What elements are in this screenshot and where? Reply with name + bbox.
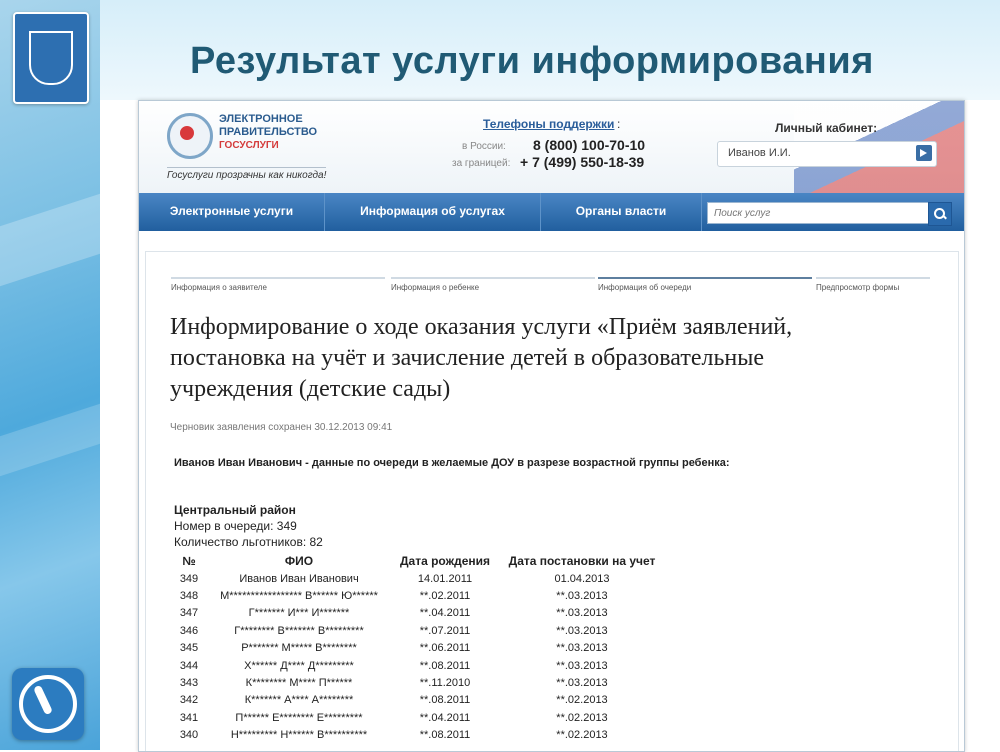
table-row (172, 657, 666, 674)
privileged-count: Количество льготников: 82 (174, 535, 323, 549)
gosuslugi-touch-icon (12, 668, 84, 740)
cell-fio: К******* А**** А******** (244, 694, 354, 707)
nav-electronic-services[interactable]: Электронные услуги (139, 193, 325, 231)
cell-number: 346 (179, 624, 199, 637)
cell-number: 347 (179, 607, 199, 620)
abroad-phone-number: + 7 (499) 550-18-39 (520, 154, 645, 170)
site-header (139, 101, 964, 193)
gosuslugi-logo-icon[interactable] (167, 113, 213, 159)
cell-number: 340 (179, 729, 199, 742)
draft-saved-note: Черновик заявления сохранен 30.12.2013 09:41 (170, 422, 393, 433)
col-fio: ФИО (284, 554, 314, 568)
cell-fio: П****** Е******** Е********* (235, 711, 363, 724)
logo-line-2: ПРАВИТЕЛЬСТВО (219, 126, 318, 138)
cell-registration-date: **.03.2013 (556, 677, 608, 690)
cell-registration-date: **.02.2013 (556, 729, 608, 742)
table-row (172, 709, 666, 726)
nav-authorities[interactable]: Органы власти (541, 193, 702, 231)
cell-birth-date: **.02.2011 (419, 590, 471, 603)
cell-registration-date: **.03.2013 (556, 624, 608, 637)
cell-registration-date: 01.04.2013 (554, 572, 610, 585)
slide-title: Результат услуги информирования (190, 40, 874, 82)
cell-fio: Х****** Д**** Д********* (244, 659, 354, 672)
district-name: Центральный район (174, 503, 296, 517)
table-row (172, 587, 666, 604)
table-row (172, 605, 666, 622)
website-screenshot (138, 100, 965, 752)
table-header-row (172, 552, 666, 570)
col-birth-date: Дата рождения (399, 554, 491, 568)
cell-registration-date: **.03.2013 (556, 607, 608, 620)
decor-stripe (0, 194, 100, 286)
cell-registration-date: **.02.2013 (556, 694, 608, 707)
form-content-panel (145, 251, 959, 752)
cell-registration-date: **.02.2013 (556, 711, 608, 724)
table-row (172, 570, 666, 587)
personal-cabinet-title: Личный кабинет: (775, 121, 878, 135)
support-phones-link[interactable]: Телефоны поддержки (483, 117, 615, 131)
page-heading: Информирование о ходе оказания услуги «Приём заявлений, постановка на учёт и зачисление детей в образовательные учреждения (детские сады) (170, 314, 793, 402)
queue-position: Номер в очереди: 349 (174, 519, 297, 533)
cell-registration-date: **.03.2013 (556, 659, 608, 672)
cell-number: 343 (179, 677, 199, 690)
slide-left-band (0, 0, 100, 750)
cell-fio: Р******* М***** В******** (241, 642, 357, 655)
personal-cabinet-box[interactable] (717, 141, 937, 167)
abroad-phone-label: за границей: (452, 158, 511, 169)
russia-phone-label: в России: (462, 141, 506, 152)
table-row (172, 727, 666, 744)
search-button[interactable] (928, 202, 952, 226)
user-name[interactable]: Иванов И.И. (728, 147, 791, 159)
coat-of-arms-icon (13, 12, 89, 104)
logo-line-3: ГОСУСЛУГИ (219, 140, 279, 151)
cell-registration-date: **.03.2013 (556, 590, 608, 603)
cell-fio: Г******** В******* В********* (234, 624, 364, 637)
search-input[interactable] (708, 205, 924, 223)
cell-birth-date: **.08.2011 (419, 659, 471, 672)
cell-birth-date: **.06.2011 (419, 642, 471, 655)
cell-fio: Н********* Н****** В********** (230, 729, 368, 742)
cell-birth-date: **.11.2010 (419, 677, 471, 690)
cell-number: 342 (179, 694, 199, 707)
queue-table (172, 552, 666, 744)
cell-birth-date: **.04.2011 (419, 711, 471, 724)
logout-icon[interactable] (916, 145, 932, 161)
cell-birth-date: 14.01.2011 (417, 572, 473, 585)
cell-number: 345 (179, 642, 199, 655)
logo-line-1: ЭЛЕКТРОННОЕ (219, 113, 303, 125)
russia-phone-number: 8 (800) 100-70-10 (533, 137, 646, 153)
cell-fio: М***************** В****** Ю****** (220, 590, 378, 603)
col-registration-date: Дата постановки на учет (508, 554, 656, 568)
cell-birth-date: **.07.2011 (419, 624, 471, 637)
cell-number: 344 (179, 659, 199, 672)
cell-registration-date: **.03.2013 (556, 642, 608, 655)
col-number: № (182, 554, 196, 568)
support-colon: : (617, 117, 621, 131)
cell-birth-date: **.08.2011 (419, 694, 471, 707)
step-child-info[interactable]: Информация о ребенке (391, 277, 595, 295)
cell-birth-date: **.08.2011 (419, 729, 471, 742)
step-queue-info[interactable]: Информация об очереди (598, 277, 812, 295)
table-row (172, 692, 666, 709)
cell-fio: Г******* И*** И******* (248, 607, 350, 620)
search-box (707, 202, 929, 224)
nav-services-info[interactable]: Информация об услугах (325, 193, 541, 231)
site-slogan: Госуслуги прозрачны как никогда! (167, 167, 326, 181)
cell-number: 349 (179, 572, 199, 585)
cell-birth-date: **.04.2011 (419, 607, 471, 620)
table-row (172, 622, 666, 639)
table-row (172, 674, 666, 691)
cell-number: 348 (179, 590, 199, 603)
decor-stripe (0, 404, 100, 476)
queue-title: Иванов Иван Иванович - данные по очереди в желаемые ДОУ в разрезе возрастной группы ребенка: (174, 457, 730, 469)
cell-number: 341 (179, 711, 199, 724)
step-form-preview[interactable]: Предпросмотр формы (816, 277, 930, 295)
cell-fio: К******** М**** П****** (245, 677, 353, 690)
table-row (172, 640, 666, 657)
step-applicant-info[interactable]: Информация о заявителе (171, 277, 385, 295)
cell-fio: Иванов Иван Иванович (239, 572, 359, 585)
